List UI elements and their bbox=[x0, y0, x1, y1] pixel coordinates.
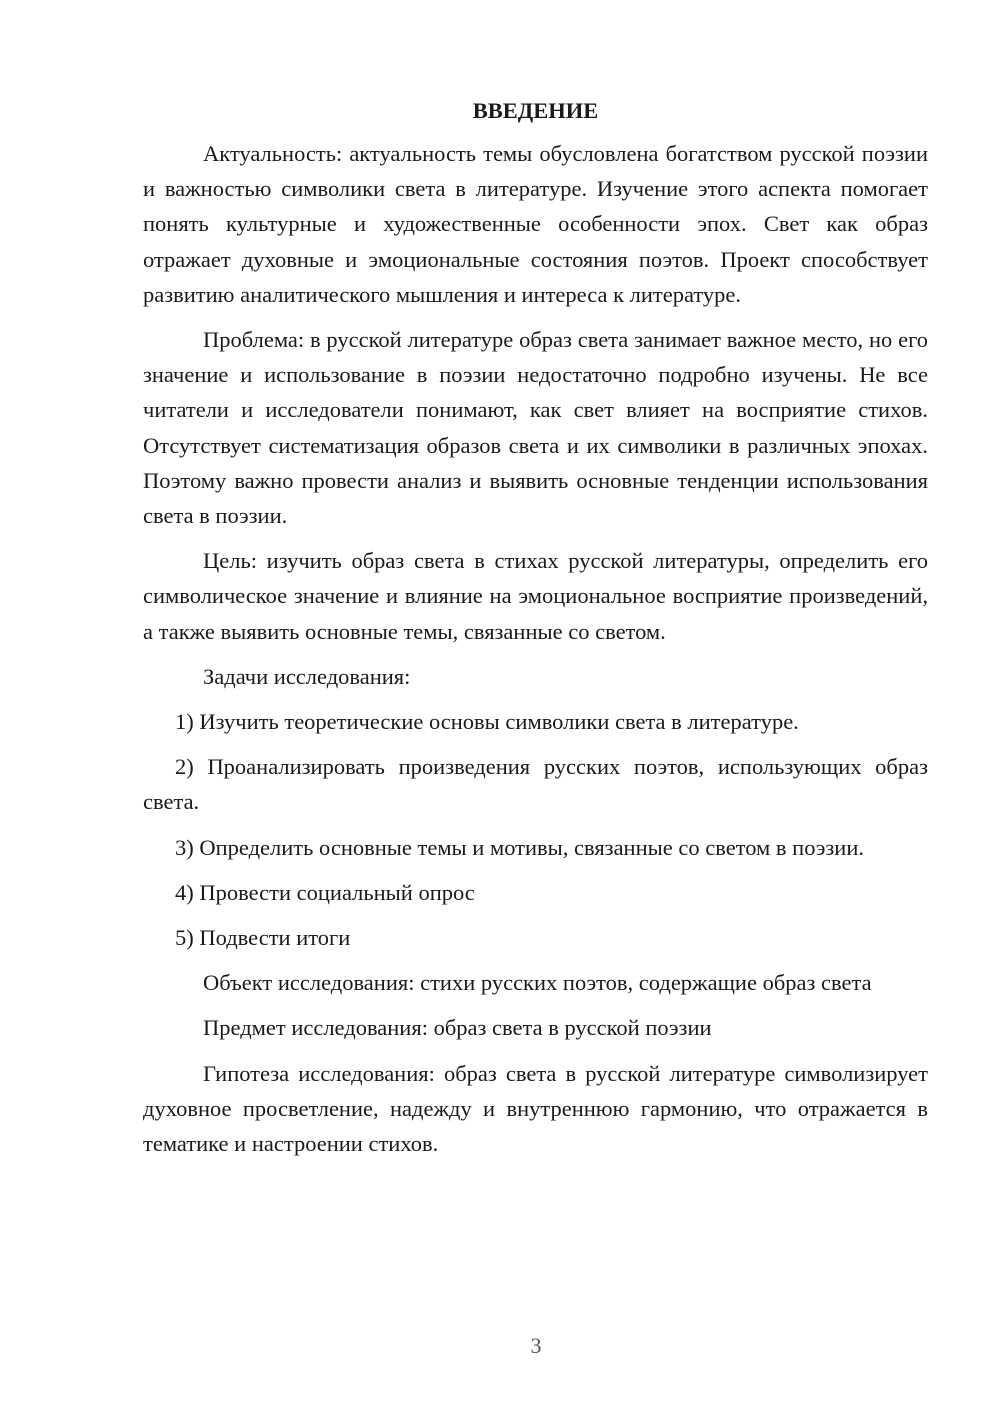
problem-paragraph: Проблема: в русской литературе образ света занимает важное место, но его значение и использование в поэзии недостаточно подробно изучены. Не все читатели и исследователи понимают, как свет влияет на восприятие стихов. Отсутствует систематизация образов света и их символики в различных эпохах. Поэтому важно провести анализ и выявить основные тенденции использования света в поэзии. bbox=[143, 327, 928, 529]
page-number: 3 bbox=[530, 1333, 542, 1358]
task-item-1: 1) Изучить теоретические основы символики света в литературе. bbox=[175, 709, 799, 735]
object-paragraph: Объект исследования: стихи русских поэтов, содержащие образ света bbox=[203, 970, 872, 996]
task-item-3: 3) Определить основные темы и мотивы, связанные со светом в поэзии. bbox=[175, 834, 864, 860]
goal-paragraph: Цель: изучить образ света в стихах русской литературы, определить его символическое значение и влияние на эмоциональное восприятие произведений, а также выявить основные темы, связанные со светом. bbox=[143, 548, 928, 644]
tasks-heading: Задачи исследования: bbox=[203, 663, 411, 689]
task-item-4: 4) Провести социальный опрос bbox=[175, 879, 475, 905]
subject-paragraph: Предмет исследования: образ света в русской поэзии bbox=[203, 1015, 712, 1041]
task-item-2: 2) Проанализировать произведения русских поэтов, использующих образ света. bbox=[143, 754, 928, 815]
relevance-paragraph: Актуальность: актуальность темы обусловлена богатством русской поэзии и важностью символики света в литературе. Изучение этого аспекта помогает понять культурные и художественные особенности эпох. Свет как образ отражает духовные и эмоциональные состояния поэтов. Проект способствует развитию аналитического мышления и интереса к литературе. bbox=[143, 141, 928, 307]
document-body bbox=[143, 96, 928, 1171]
task-item-5: 5) Подвести итоги bbox=[175, 925, 351, 951]
hypothesis-paragraph: Гипотеза исследования: образ света в русской литературе символизирует духовное просветление, надежду и внутреннюю гармонию, что отражается в тематике и настроении стихов. bbox=[143, 1060, 928, 1157]
page-title: ВВЕДЕНИЕ bbox=[472, 98, 599, 123]
